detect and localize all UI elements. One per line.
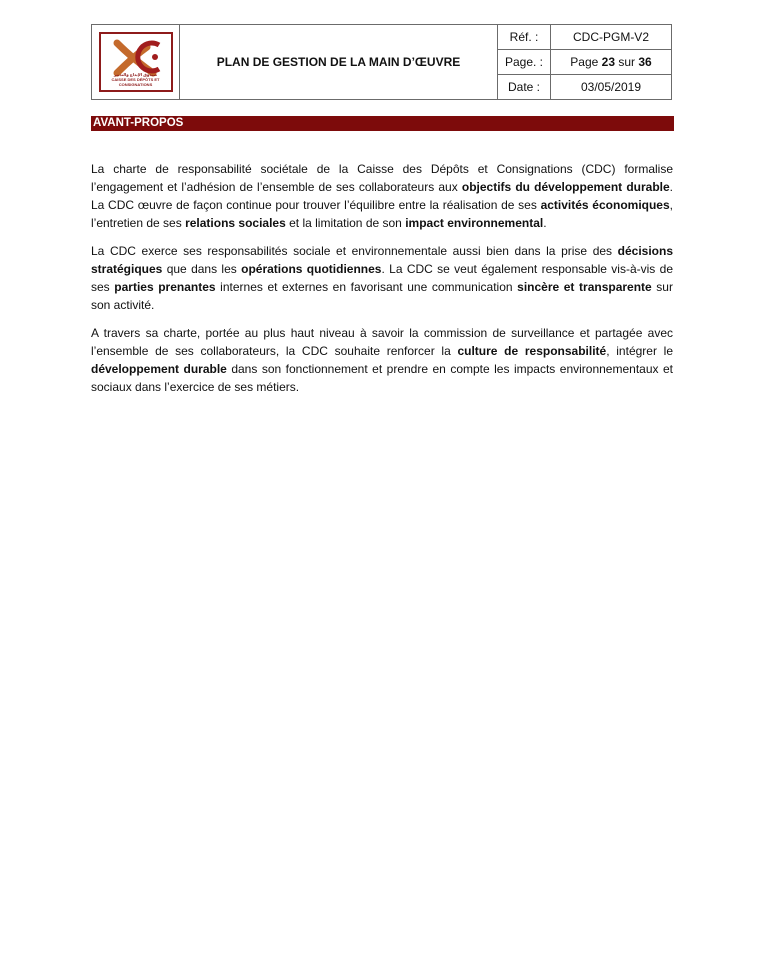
page-prefix: Page: [570, 55, 599, 69]
ref-value: CDC-PGM-V2: [551, 25, 672, 50]
paragraph: [91, 324, 673, 396]
paragraph: [91, 160, 673, 232]
body-text: [91, 160, 673, 406]
bold-text: parties prenantes: [114, 280, 216, 294]
logo-text-ar: صندوق الإيداع والتدبير: [113, 72, 158, 77]
text-run: que dans les: [162, 262, 242, 276]
text-run: La CDC exerce ses responsabilités sociale et environnementale aussi bien dans la prise des: [91, 244, 618, 258]
logo-cell: [92, 25, 180, 100]
bold-text: activités économiques: [540, 198, 670, 212]
bold-text: sincère et transparente: [517, 280, 652, 294]
document-title: PLAN DE GESTION DE LA MAIN D’ŒUVRE: [180, 25, 498, 100]
date-value: 03/05/2019: [551, 75, 672, 100]
paragraph: [91, 242, 673, 314]
bold-text: impact environnemental: [405, 216, 544, 230]
page-sep: sur: [618, 55, 636, 69]
ref-label: Réf. :: [498, 25, 551, 50]
date-label: Date :: [498, 75, 551, 100]
text-run: et la limitation de son: [285, 216, 406, 230]
text-run: dans son fonctionnement et prendre en compte les impacts environnementaux et sociaux dans l’exercice de ses métiers.: [91, 362, 673, 394]
document-header: [91, 24, 672, 100]
text-run: , l’entretien de ses: [91, 198, 673, 230]
bold-text: relations sociales: [185, 216, 286, 230]
cdc-logo-icon: [99, 32, 173, 92]
logo-text-fr: CAISSE DES DÉPÔTS ET CONSIGNATIONS: [111, 77, 160, 87]
bold-text: décisions stratégiques: [91, 244, 673, 276]
bold-text: objectifs du développement durable: [461, 180, 670, 194]
page-label: Page. :: [498, 50, 551, 75]
page-number: [551, 50, 672, 75]
page-current: 23: [601, 55, 615, 69]
page-total: 36: [638, 55, 652, 69]
text-run: sur son activité.: [91, 280, 673, 312]
text-run: La charte de responsabilité sociétale de la Caisse des Dépôts et Consignations (CDC) formalise l’engagement et l’adhésion de l’ensemble de ses collaborateurs aux: [91, 162, 673, 194]
section-heading: AVANT-PROPOS: [91, 116, 674, 131]
text-run: . La CDC œuvre de façon continue pour trouver l’équilibre entre la réalisation de ses: [91, 180, 673, 212]
text-run: .: [543, 216, 547, 230]
text-run: A travers sa charte, portée au plus haut niveau à savoir la commission de surveillance et partagée avec l’ensemble de ses collaborateurs, la CDC souhaite renforcer la: [91, 326, 673, 358]
text-run: . La CDC se veut également responsable vis-à-vis de ses: [91, 262, 673, 294]
bold-text: culture de responsabilité: [457, 344, 607, 358]
text-run: , intégrer le: [606, 344, 673, 358]
bold-text: développement durable: [91, 362, 227, 376]
bold-text: opérations quotidiennes: [241, 262, 382, 276]
text-run: internes et externes en favorisant une communication: [215, 280, 518, 294]
